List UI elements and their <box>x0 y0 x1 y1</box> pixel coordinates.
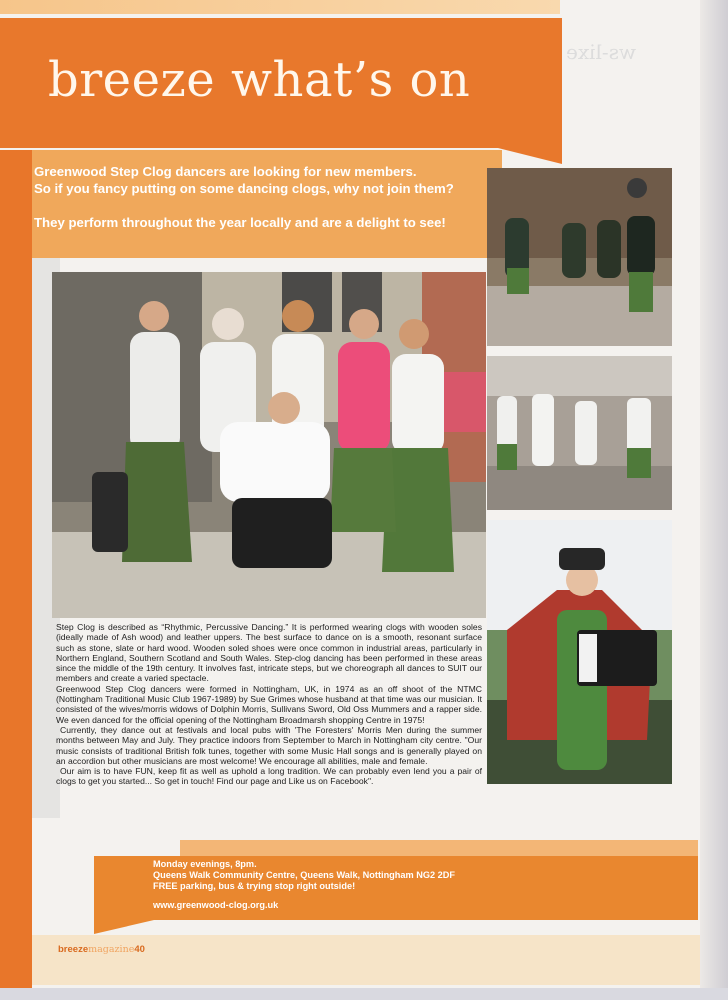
title-notch <box>498 148 562 164</box>
intro-line: Greenwood Step Clog dancers are looking for new members. <box>34 164 417 179</box>
festival-dancers-photo <box>487 356 672 510</box>
footer-magazine: magazine <box>88 944 135 955</box>
page-title: breeze what’s on <box>48 52 471 108</box>
article-paragraph: Step Clog is described as “Rhythmic, Percussive Dancing.” It is performed wearing clogs with wooden soles (ideally made of Ash wood) and leather uppers. The best surface to dance on is a smooth, resonant surface such as stone, slate or hard wood. Wooden soled shoes were once common in industrial areas, particularly in Northern England, Southern Scotland and South Wales. Step-clog dancing has been performed in these areas since the middle of the 19th century. It involves fast, intricate steps, but we choreograph all dances to SUIT our members and create a varied spectacle. <box>56 622 482 684</box>
accordion-musician-photo <box>487 520 672 784</box>
website-link[interactable]: www.greenwood-clog.org.uk <box>153 900 279 910</box>
article-paragraph: Greenwood Step Clog dancers were formed in Nottingham, UK, in 1974 as an off shoot of the NTMC (Nottingham Traditional Music Club 1967-1989) by Sue Grimes whose husband at that time was our musician. It consisted of the wives/morris widows of Dolphin Morris, Sullivans Sword, Old Oss Mummers and a rapper side. We even danced for the official opening of the Nottingham Broadmarsh shopping Centre in 1975! <box>56 683 482 725</box>
article-paragraph: Currently, they dance out at festivals and local pubs with 'The Foresters' Morris Men during the summer months between May and July. They practice indoors from September to March in Nottingham city centre. "Our music consists of traditional British folk tunes, together with some Music Hall songs and is generally played on an accordion but other musicians are most welcome! We encourage all abilities, male and female. <box>56 724 482 766</box>
intro-line: They perform throughout the year locally and are a delight to see! <box>34 215 446 230</box>
street-dancers-photo <box>487 168 672 346</box>
bottom-band <box>32 935 700 985</box>
scan-edge <box>700 0 728 1000</box>
event-info <box>153 859 455 911</box>
article-paragraph: Our aim is to have FUN, keep fit as well as uphold a long tradition. We can probably even lend you a pair of clogs to get you started... So get in touch! Find our page and Like us on Facebook". <box>56 766 482 787</box>
event-venue: Queens Walk Community Centre, Queens Walk, Nottingham NG2 2DF <box>153 870 456 880</box>
event-parking: FREE parking, bus & trying stop right outside! <box>153 881 356 891</box>
scan-bottom-edge <box>0 988 728 1000</box>
info-top-band <box>180 840 698 856</box>
info-notch <box>94 920 154 934</box>
show-through-text: ws-lixe <box>566 40 637 64</box>
footer-brand: breeze <box>58 944 89 955</box>
intro-text <box>34 163 498 231</box>
left-orange-band <box>0 150 32 1000</box>
article-body <box>56 622 482 787</box>
event-time: Monday evenings, 8pm. <box>153 859 257 869</box>
page-number: 40 <box>134 944 145 955</box>
page-footer <box>58 944 145 955</box>
intro-line: So if you fancy putting on some dancing clogs, why not join them? <box>34 181 454 196</box>
main-group-photo <box>52 272 486 618</box>
top-strip <box>0 0 560 14</box>
